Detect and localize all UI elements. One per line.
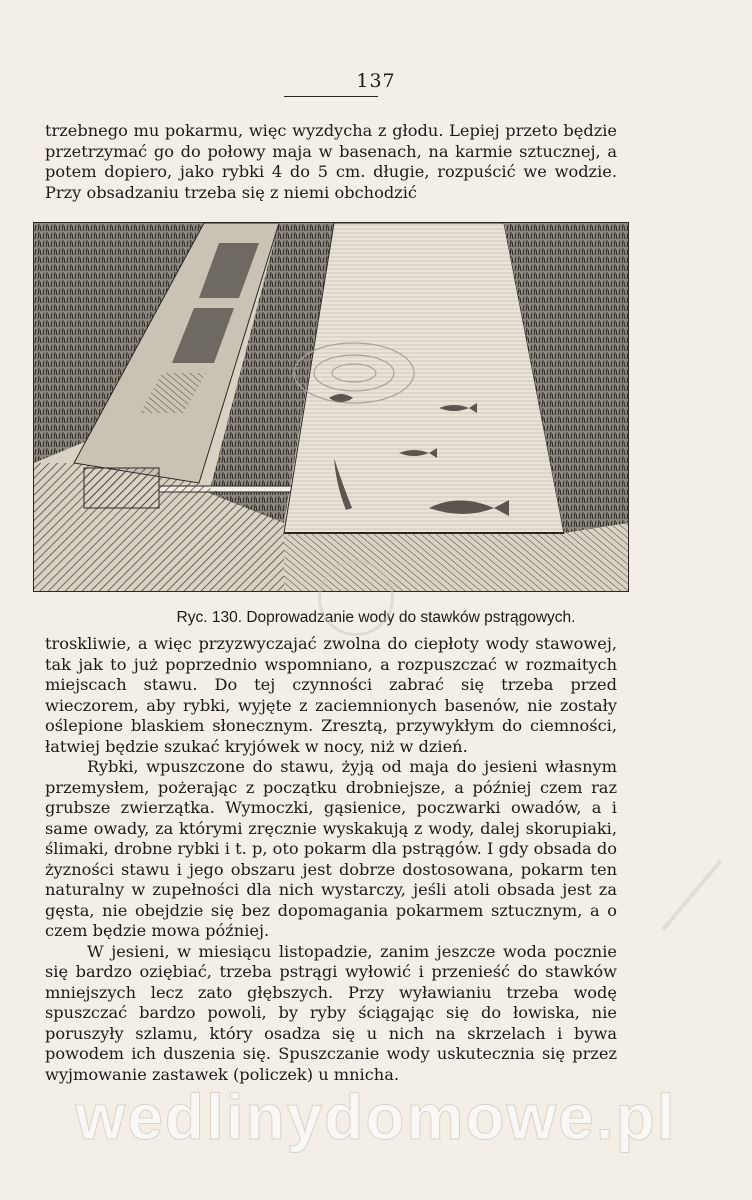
paragraph-1: troskliwie, a więc przyzwyczajać zwolna do ciepłoty wody stawowej, tak jak to już poprzednio wspomniano, a rozpuszczać w rozmaitych miejscach stawu. Do tej czynności zabrać się trzeba przed wieczorem, aby rybki, wyjęte z zaciemnionych basenów, nie zostały oślepione blaskiem słonecznym. Zresztą, przywykłym do ciemności, łatwiej będzie szukać kryjówek w nocy, niż w dzień.: [45, 634, 617, 756]
paragraph-3: W jesieni, w miesiącu listopadzie, zanim jeszcze woda pocznie się bardzo oziębiać, trzeba pstrągi wyłowić i przenieść do stawków mniejszych lecz zato głębszych. Przy wyławianiu trzeba wodę spuszczać bardzo powoli, by ryby ściągając się do łowiska, nie poruszyły szlamu, który osadza się u nich na skrzelach i bywa powodem ich duszenia się. Spuszczanie wody uskutecznia się przez wyjmowanie zastawek (policzek) u mnicha.: [45, 941, 617, 1084]
pond-illustration: [34, 223, 628, 591]
watermark-text: wedlinydomowe.pl: [75, 1081, 677, 1153]
watermark-circle: [318, 560, 394, 636]
main-text: [45, 634, 617, 1085]
figure-caption: Ryc. 130. Doprowadzanie wody do stawków pstrągowych.: [176, 609, 576, 626]
paragraph-top-text: trzebnego mu pokarmu, więc wyzdycha z głodu. Lepiej przeto będzie przetrzymać go do połowy maja w basenach, na karmie sztucznej, a potem dopiero, jako rybki 4 do 5 cm. długie, rozpuścić we wodzie. Przy obsadzaniu trzeba się z niemi obchodzić: [45, 121, 617, 202]
figure-trout-ponds: [33, 222, 629, 592]
paragraph-2: Rybki, wpuszczone do stawu, żyją od maja do jesieni własnym przemysłem, pożerając z początku drobniejsze, a później czem raz grubsze zwierzątka. Wymoczki, gąsienice, poczwarki owadów, a i same owady, za którymi zręcznie wyskakują z wody, dalej skorupiaki, ślimaki, drobne rybki i t. p, oto pokarm dla pstrągów. I gdy obsada do żyzności stawu i jego obszaru jest dobrze dostosowana, pokarm ten naturalny w zupełności dla nich wystarczy, jeśli atoli obsada jest za gęsta, nie obejdzie się bez dopomagania pokarmem sztucznym, a o czem będzie mowa później.: [45, 757, 617, 940]
watermark-slash: [662, 859, 723, 931]
page-number: 137: [356, 70, 396, 92]
page-number-rule: [284, 96, 378, 97]
paragraph-top: [45, 121, 617, 203]
